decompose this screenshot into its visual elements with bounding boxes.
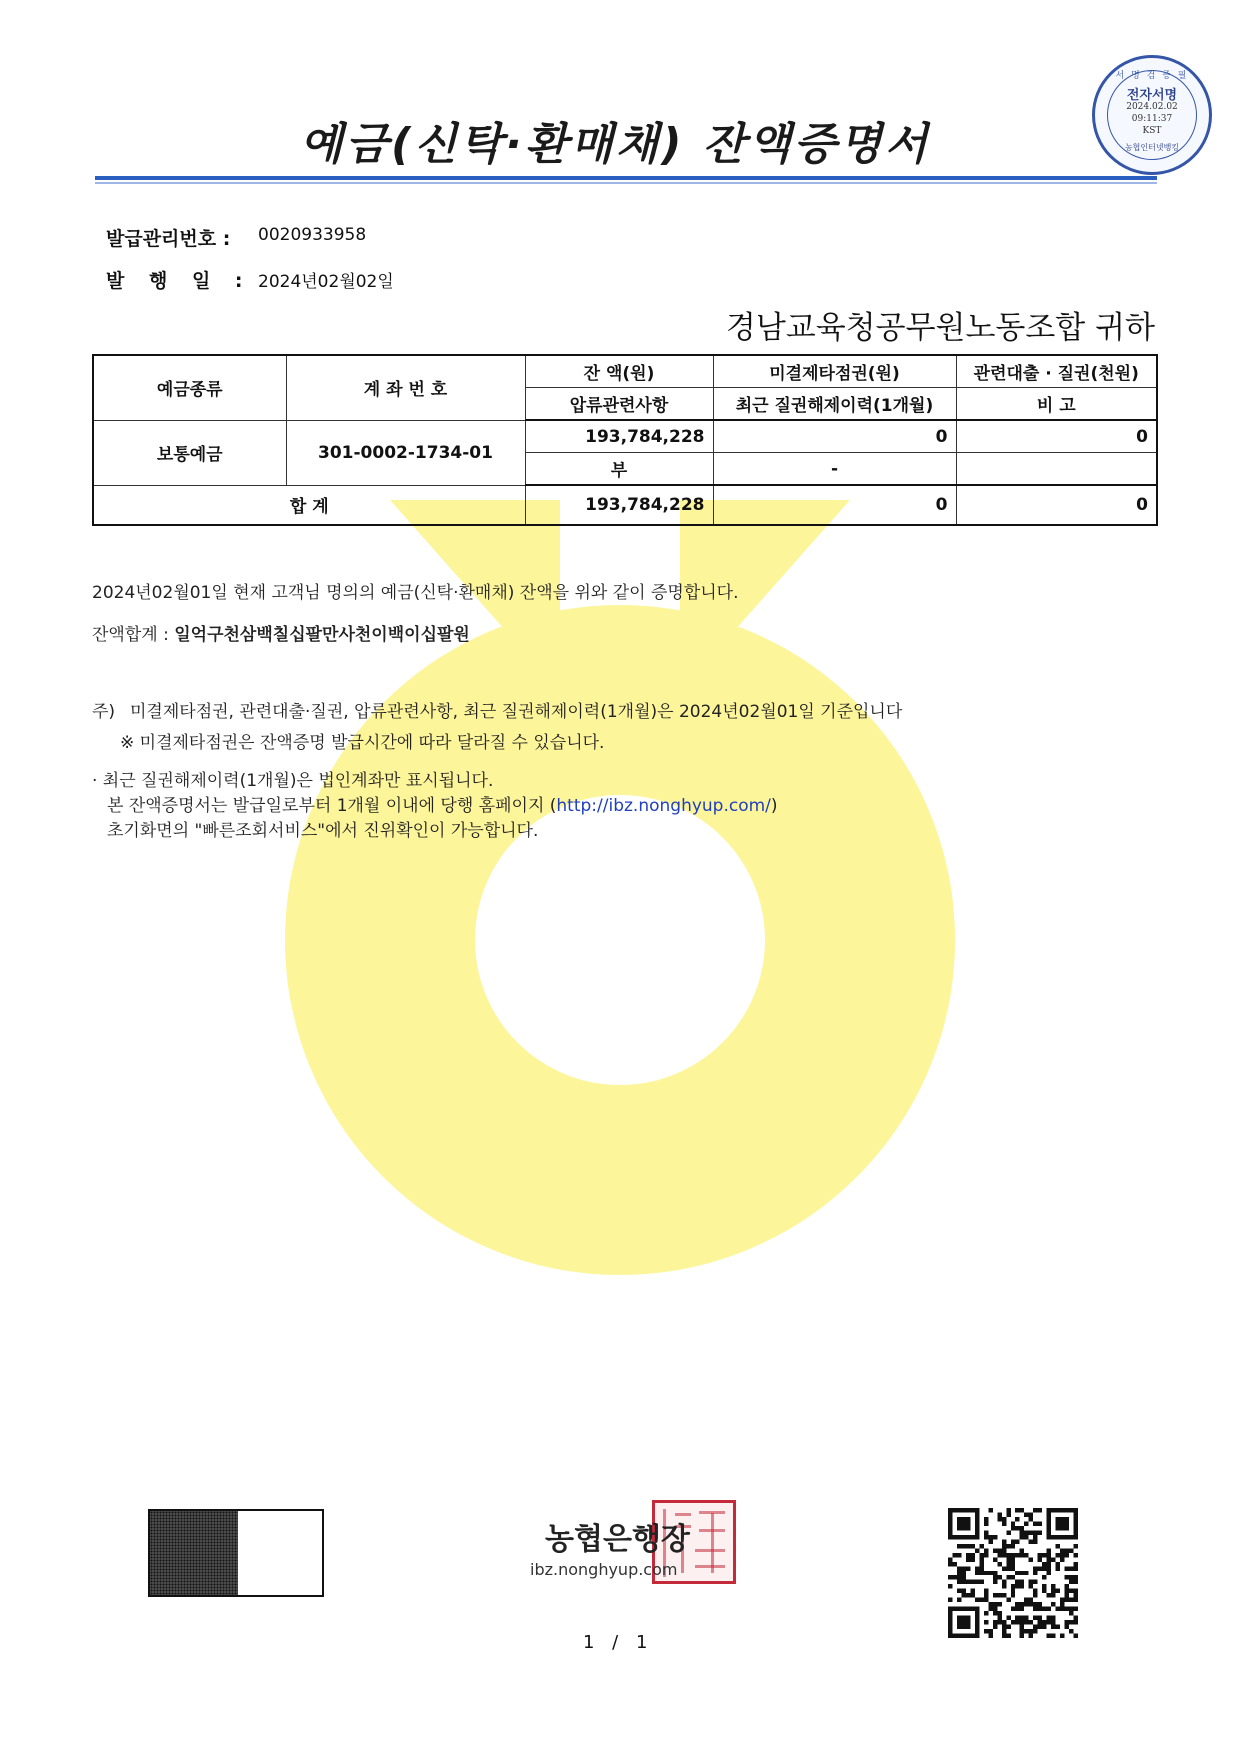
total-in-words-line [92, 620, 470, 645]
bullet-quick-lookup: 초기화면의 "빠른조회서비스"에서 진위확인이 가능합니다. [107, 821, 539, 841]
note-prefix: 주) [92, 702, 116, 722]
barcode-pattern [150, 1511, 238, 1595]
bullet-pledge-history: · 최근 질권해제이력(1개월)은 법인계좌만 표시됩니다. [92, 771, 494, 791]
table-header-row [93, 355, 1157, 388]
stamp-zone: KST [1142, 126, 1162, 136]
certification-text: 2024년02월01일 현재 고객님 명의의 예금(신탁·환매채) 잔액을 위와 같이 증명합니다. [92, 583, 739, 603]
cell-remarks [956, 453, 1157, 486]
stamp-bottom-text: 농협인터넷뱅킹 [1124, 143, 1180, 152]
header-remarks: 비 고 [956, 388, 1157, 421]
header-uncleared: 미결제타점권(원) [713, 355, 956, 388]
issue-date-label: 발 행 일 : [106, 270, 243, 292]
issue-date: 2024년02월02일 [258, 272, 394, 292]
cell-related-loan: 0 [956, 420, 1157, 453]
stamp-time: 09:11:37 [1131, 114, 1173, 124]
header-related-loan: 관련대출 · 질권(천원) [956, 355, 1157, 388]
qr-code-icon [948, 1508, 1078, 1638]
bullet-verification-post: ) [770, 796, 778, 816]
recipient: 경남교육청공무원노동조합 귀하 [725, 310, 1155, 346]
cell-deposit-type: 보통예금 [93, 420, 286, 485]
header-balance: 잔 액(원) [525, 355, 713, 388]
cell-uncleared: 0 [713, 420, 956, 453]
note-uncleared-warning: ※ 미결제타점권은 잔액증명 발급시간에 따라 달라질 수 있습니다. [120, 733, 605, 753]
header-deposit-type: 예금종류 [93, 355, 286, 420]
issue-number-label: 발급관리번호 : [106, 228, 231, 250]
total-label: 합 계 [93, 485, 525, 525]
cell-pledge-history: - [713, 453, 956, 486]
bullet-verification-pre: 본 잔액증명서는 발급일로부터 1개월 이내에 당행 홈페이지 ( [107, 796, 557, 816]
note-reference-date: 미결제타점권, 관련대출·질권, 압류관련사항, 최근 질권해제이력(1개월)은 2024년02월01일 기준입니다 [130, 702, 903, 722]
bank-name: 농협은행장 [545, 1522, 690, 1557]
page-number: 1 / 1 [583, 1632, 654, 1653]
verification-link[interactable]: http://ibz.nonghyup.com/ [556, 796, 771, 816]
stamp-top-text: 서 명 검 증 필 [1115, 71, 1189, 81]
electronic-signature-stamp [1092, 55, 1212, 175]
total-balance: 193,784,228 [525, 485, 713, 525]
document-title: 예금(신탁·환매채) 잔액증명서 [300, 119, 931, 170]
bank-url: ibz.nonghyup.com [530, 1560, 678, 1579]
bullet-verification-line [107, 791, 778, 816]
issue-number: 0020933958 [258, 225, 367, 245]
title-underline-light [95, 182, 1157, 184]
total-in-words: 일억구천삼백칠십팔만사천이백이십팔원 [174, 625, 470, 645]
stamp-title: 전자서명 [1126, 88, 1178, 103]
header-account-number: 계 좌 번 호 [286, 355, 525, 420]
header-pledge-history: 최근 질권해제이력(1개월) [713, 388, 956, 421]
total-related-loan: 0 [956, 485, 1157, 525]
cell-attachment: 부 [525, 453, 713, 486]
cell-balance: 193,784,228 [525, 420, 713, 453]
table-total-row [93, 485, 1157, 525]
stamp-date: 2024.02.02 [1126, 102, 1178, 112]
balance-table [92, 354, 1158, 526]
total-in-words-label: 잔액합계 : [92, 625, 169, 645]
table-row [93, 420, 1157, 453]
cell-account-number: 301-0002-1734-01 [286, 420, 525, 485]
header-attachment: 압류관련사항 [525, 388, 713, 421]
title-underline [95, 176, 1157, 180]
total-uncleared: 0 [713, 485, 956, 525]
barcode [148, 1509, 324, 1597]
